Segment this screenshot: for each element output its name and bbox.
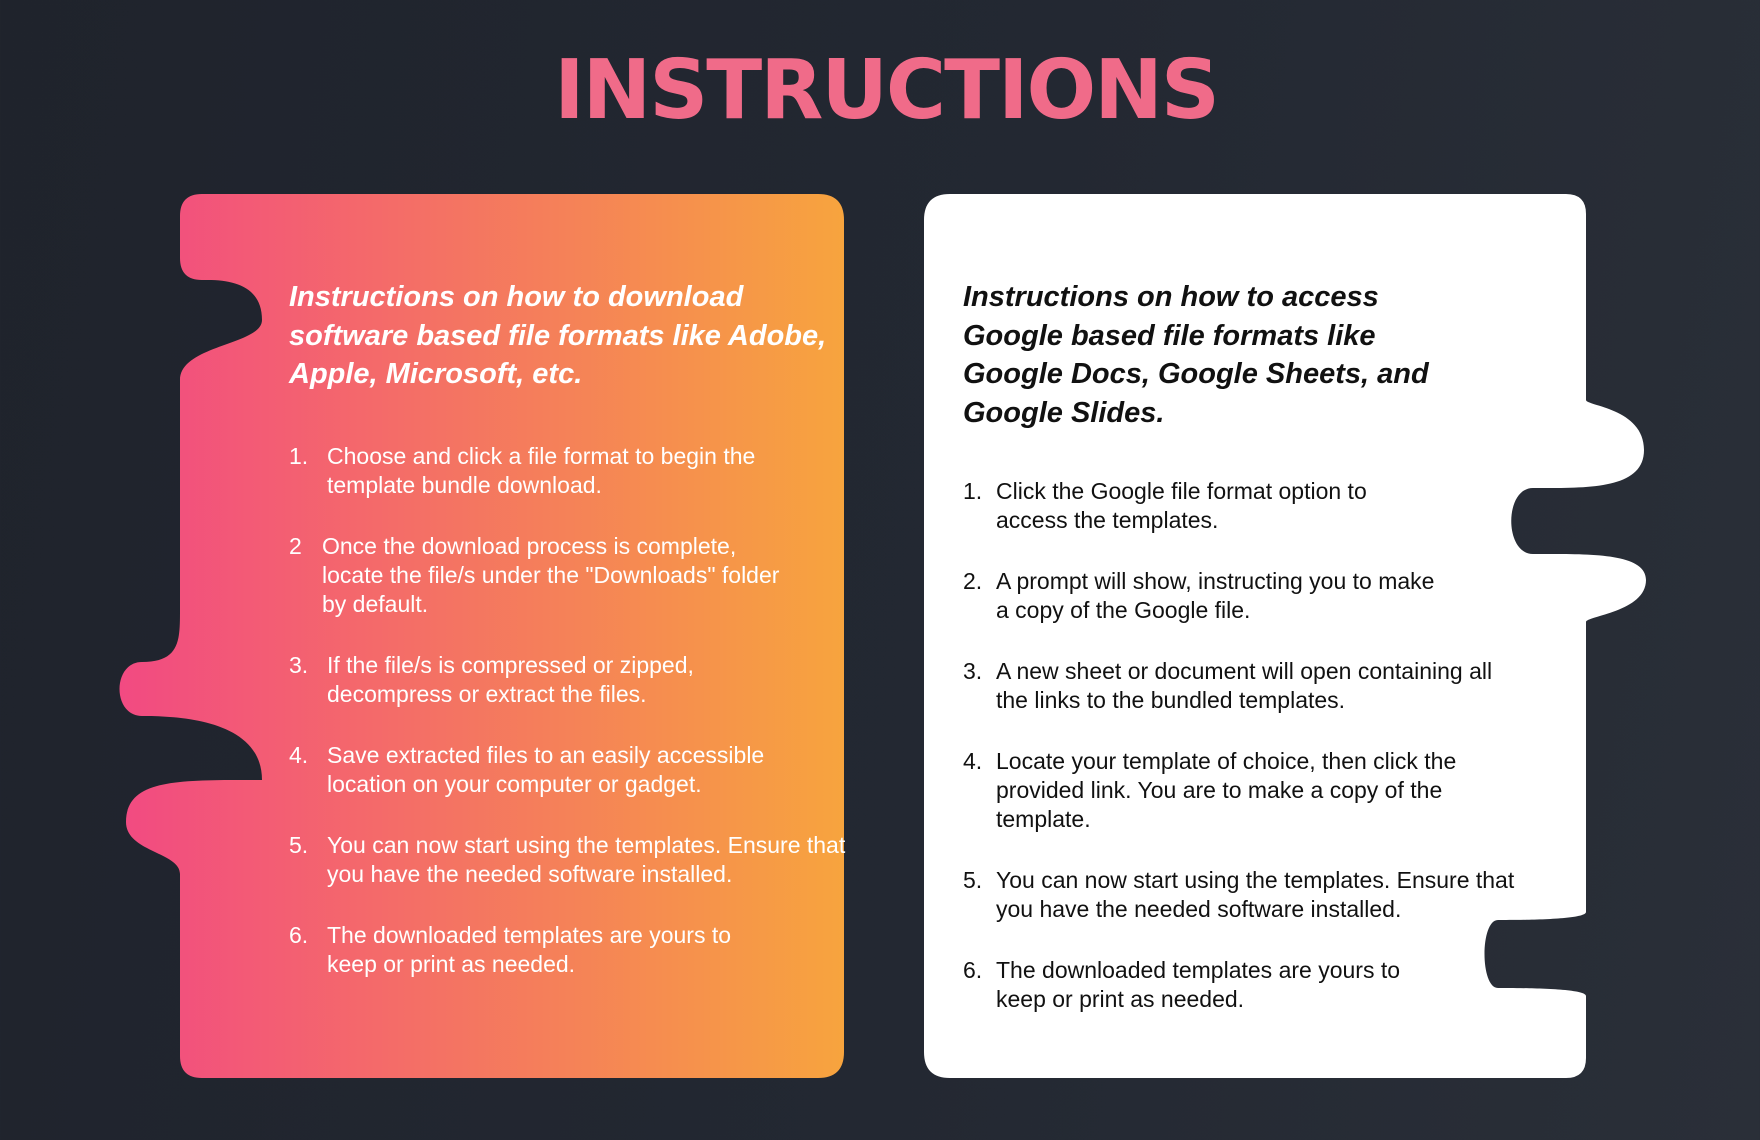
step-number: 4. <box>963 748 983 774</box>
step-text: If the file/s is compressed or zipped, decompress or extract the files. <box>327 651 694 707</box>
list-item <box>963 956 1523 1014</box>
step-number: 1. <box>963 478 983 504</box>
step-text: Choose and click a file format to begin the template bundle download. <box>327 442 756 498</box>
list-item <box>289 442 849 500</box>
step-text: A new sheet or document will open containing all the links to the bundled templates. <box>996 658 1493 713</box>
step-text: You can now start using the templates. Ensure that you have the needed software installed. <box>996 867 1515 922</box>
list-item <box>963 567 1523 625</box>
list-item <box>289 651 849 709</box>
step-number: 4. <box>289 741 309 768</box>
list-item <box>289 831 849 889</box>
step-number: 2. <box>963 568 983 594</box>
right-panel-heading: Instructions on how to access Google based file formats like Google Docs, Google Sheets, and Google Slides. <box>963 281 1429 429</box>
step-number: 3. <box>289 651 309 678</box>
list-item <box>289 532 849 619</box>
left-panel-heading: Instructions on how to download software based file formats like Adobe, Apple, Microsoft, etc. <box>289 281 827 390</box>
list-item <box>289 921 849 979</box>
step-number: 3. <box>963 658 983 684</box>
step-number: 6. <box>289 921 309 948</box>
step-number: 5. <box>963 867 983 893</box>
list-item <box>289 741 849 799</box>
step-text: The downloaded templates are yours to keep or print as needed. <box>996 957 1401 1012</box>
left-steps-list <box>289 442 849 979</box>
step-text: Click the Google file format option to access the templates. <box>996 478 1367 533</box>
step-number: 1. <box>289 442 309 469</box>
list-item <box>963 657 1523 715</box>
step-text: Save extracted files to an easily accessible location on your computer or gadget. <box>327 741 765 797</box>
step-text: Locate your template of choice, then click the provided link. You are to make a copy of the template. <box>996 748 1457 832</box>
list-item <box>963 866 1523 924</box>
step-number: 6. <box>963 957 983 983</box>
step-number: 2 <box>289 532 302 559</box>
step-text: You can now start using the templates. Ensure that you have the needed software installed. <box>327 831 846 887</box>
page-title: INSTRUCTIONS <box>554 43 1218 138</box>
right-steps-list <box>963 477 1523 1014</box>
list-item <box>963 747 1523 834</box>
step-text: Once the download process is complete, locate the file/s under the "Downloads" folder by default. <box>322 532 780 617</box>
step-text: A prompt will show, instructing you to make a copy of the Google file. <box>996 568 1435 623</box>
step-number: 5. <box>289 831 309 858</box>
step-text: The downloaded templates are yours to keep or print as needed. <box>327 921 732 977</box>
right-panel <box>963 278 1523 1046</box>
list-item <box>963 477 1523 535</box>
left-panel <box>289 278 849 1011</box>
